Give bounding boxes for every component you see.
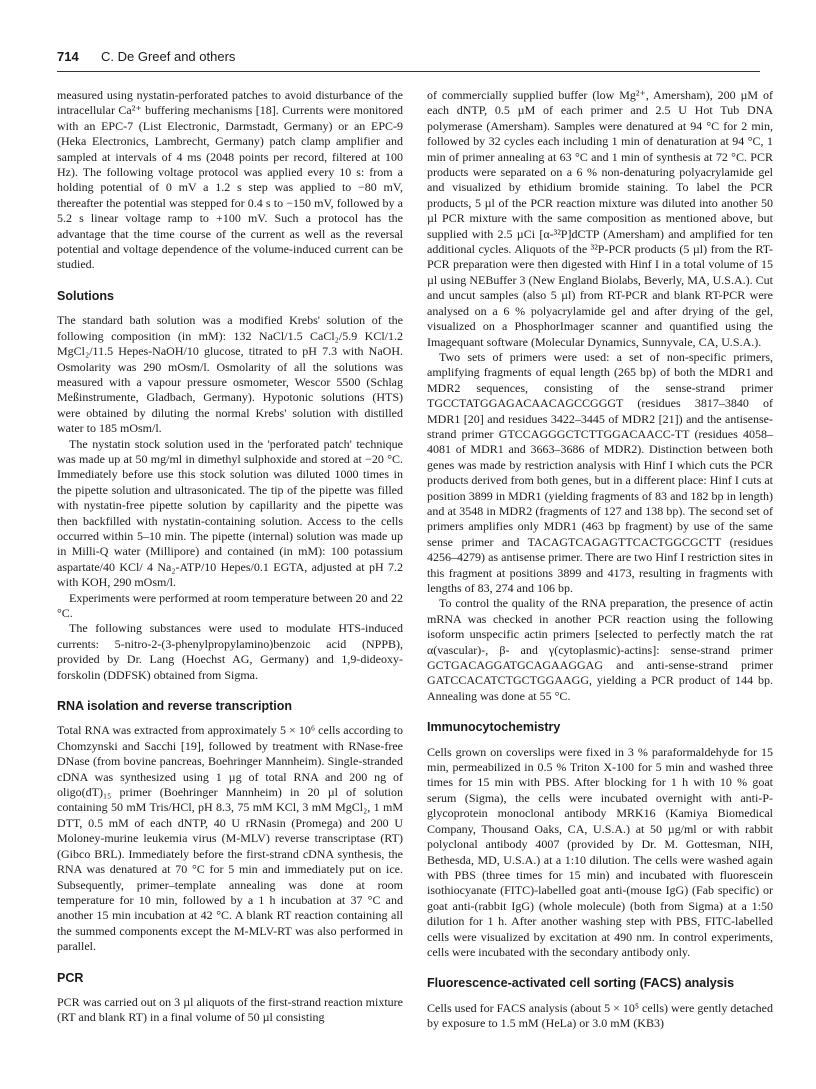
rna-heading: RNA isolation and reverse transcription xyxy=(57,699,293,714)
pcr-heading: PCR xyxy=(57,970,84,985)
facs-heading: Fluorescence-activated cell sorting (FACS) analysis xyxy=(427,976,735,991)
rna-paragraph-1: Total RNA was extracted from approximately 5 × 10⁶ cells according to Chomzynski and Sacchi [19], followed by treatment with RNase-free DNase (from bovine pancreas, Boehringer Mannheim). Single-stranded cDNA was synthesized using 1 µg of total RNA and 200 ng of oligo(dT)₁₅ primer (Boehringer Mannheim) in 20 µl of solution containing 50 mM Tris/HCl, pH 8.3, 75 mM KCl, 3 mM MgCl₂, 1 mM DTT, 0.5 mM of each dNTP, 40 U rRNasin (Promega) and 200 U Moloney-murine leukemia virus (M-MLV) reverse transcriptase (RT) (Gibco BRL). Immediately before the first-strand cDNA synthesis, the RNA was denatured at 70 °C for 5 min and immediately put on ice. Subsequently, primer–template annealing was done at room temperature for 10 min, followed by a 1 h incubation at 37 °C and another 15 min incubation at 42 °C. A blank RT reaction containing all the summed components except the M-MLV-RT was also performed in parallel. xyxy=(57,723,403,954)
page-header xyxy=(57,49,760,72)
solutions-heading: Solutions xyxy=(57,288,114,303)
pcr-paragraph-2: Two sets of primers were used: a set of non-specific primers, amplifying fragments of equal length (265 bp) of both the MDR1 and MDR2 sequences, consisting of the sense-strand primer TGCCTATGGAGACAACAGCCGGGT (residues 3817–3840 of MDR1 [20] and residues 3422–3445 of MDR2 [21]) and the antisense-strand primer GTCCAGGGCTCTTGGACAACC-TT (residues 4058–4081 of MDR1 and 3663–3686 of MDR2). Distinction between both genes was made by restriction analysis with Hinf I which cuts the PCR products derived from both genes, but in a different place: Hinf I cuts at position 3899 in MDR1 (yielding fragments of 83 and 182 bp in length) and at 3548 in MDR2 (fragments of 127 and 138 bp). The second set of primers amplifies only MDR1 (463 bp fragment) by use of the same sense primer and TACAGTCAGAGTTCACTGGCGCTT (residues 4256–4279) as antisense primer. There are two Hinf I restriction sites in this fragment at positions 3899 and 4173, resulting in fragments with lengths of 83, 274 and 106 bp. xyxy=(427,349,773,595)
immuno-paragraph-1: Cells grown on coverslips were fixed in 3 % paraformaldehyde for 15 min, permeabilized in 0.5 % Triton X-100 for 5 min and washed three times for 15 min with PBS. After blocking for 1 h with 10 % goat serum (Sigma), the cells were incubated overnight with anti-P-glycoprotein monoclonal antibody MRK16 (Kamiya Biomedical Company, Thousand Oaks, CA, U.S.A.) at 50 µg/ml or with rabbit polyclonal antibody 4007 (provided by Dr. M. Gottesman, NIH, Bethesda, MD, U.S.A.) at a 1:10 dilution. The cells were washed again with PBS (three times for 15 min) and incubated with fluorescein isothiocyanate (FITC)-labelled goat anti-(mouse IgG) (Fab specific) or goat anti-(rabbit IgG) (whole molecule) (both from Sigma) at a 1:50 dilution for 1 h. After another washing step with PBS, FITC-labelled cells were visualized by excitation at 490 nm. In control experiments, cells were incubated with the secondary antibody only. xyxy=(427,744,773,959)
pcr-paragraph-continued: of commercially supplied buffer (low Mg²⁺, Amersham), 200 µM of each dNTP, 0.5 µM of each primer and 2.5 U Hot Tub DNA polymerase (Amersham). Samples were denatured at 94 °C for 2 min, followed by 32 cycles each including 1 min of denaturation at 94 °C, 1 min of primer annealing at 63 °C and 1 min of synthesis at 72 °C. PCR products were separated on a 6 % non-denaturing polyacrylamide gel and visualized by ethidium bromide staining. To label the PCR products, 5 µl of the PCR reaction mixture was diluted into another 50 µl PCR mixture with the same composition as mentioned above, but supplied with 2.5 µCi [α-³²P]dCTP (Amersham) and amplified for ten additional cycles. Aliquots of the ³²P-PCR products (5 µl) from the RT-PCR preparation were then digested with Hinf I in a total volume of 15 µl using NEBuffer 3 (New England Biolabs, Beverly, MA, U.S.A.). Cut and uncut samples (also 5 µl) from RT-PCR and blank RT-PCR were analysed on a 6 % polyacrylamide gel and after drying of the gel, visualized on a PhosphorImager scanner and quantified using the Imagequant software (Molecular Dynamics, Sunnyvale, CA, U.S.A.). xyxy=(427,88,773,349)
running-head: C. De Greef and others xyxy=(101,49,236,64)
pcr-paragraph-3: To control the quality of the RNA preparation, the presence of actin mRNA was checked in another PCR reaction using the following isoform unspecific actin primers [selected to perfectly match the rat α(vascular)-, β- and γ(cytoplasmic)-actins]: sense-strand primer GCTGACAGGATGCAGAAGGAG and anti-sense-strand primer GATCCACATCTGCTGGAAGG, yielding a PCR product of 144 bp. Annealing was done at 55 °C. xyxy=(427,596,773,703)
immuno-heading: Immunocytochemistry xyxy=(427,720,561,735)
solutions-paragraph-2: The nystatin stock solution used in the 'perforated patch' technique was made up at 50 mg/ml in dimethyl sulphoxide and stored at −20 °C. Immediately before use this stock solution was diluted 1000 times in the pipette solution and ultrasonicated. The tip of the pipette was filled with nystatin-free pipette solution by capillarity and the pipette was then backfilled with nystatin-containing solution. Access to the cells occurred within 5–10 min. The pipette (internal) solution was made up in Milli-Q water (Millipore) and contained (in mM): 100 potassium aspartate/40 KCl/ 4 Na₂-ATP/10 Hepes/0.1 EGTA, adjusted at pH 7.2 with KOH, 290 mOsm/l. xyxy=(57,436,403,590)
left-column xyxy=(57,88,403,1026)
pcr-paragraph-1: PCR was carried out on 3 µl aliquots of the first-strand reaction mixture (RT and blank RT) in a final volume of 50 µl consisting xyxy=(57,994,403,1025)
facs-paragraph-1: Cells used for FACS analysis (about 5 × 10⁵ cells) were gently detached by exposure to 1.5 mM (HeLa) or 3.0 mM (KB3) xyxy=(427,1000,773,1031)
solutions-paragraph-1: The standard bath solution was a modified Krebs' solution of the following composition (in mM): 132 NaCl/1.5 CaCl₂/5.9 KCl/1.2 MgCl₂/11.5 Hepes-NaOH/10 glucose, titrated to pH 7.3 with NaOH. Osmolarity was 290 mOsm/l. Osmolarity of all the solutions was measured with a vapour pressure osmometer, Wescor 5500 (Schlag Meßinstrumente, Gladbach, Germany). Hypotonic solutions (HTS) were obtained by diluting the normal Krebs' solution with distilled water to 185 mOsm/l. xyxy=(57,313,403,436)
solutions-paragraph-3: Experiments were performed at room temperature between 20 and 22 °C. xyxy=(57,590,403,620)
intro-paragraph: measured using nystatin-perforated patches to avoid disturbance of the intracellular Ca²⁺ buffering mechanisms [18]. Currents were monitored with an EPC-7 (List Electronic, Darmstadt, Germany) or an EPC-9 (Heka Electronics, Lambrecht, Germany) patch clamp amplifier and sampled at intervals of 4 ms (2048 points per record, filtered at 100 Hz). The following voltage protocol was applied every 10 s: from a holding potential of 0 mV a 1.2 s step was applied to −80 mV, thereafter the potential was stepped for 0.4 s to −150 mV, followed by a 5.2 s linear voltage ramp to +100 mV. Such a protocol has the advantage that the time course of the current as well as the reversal potential and voltage dependence of the volume-induced current can be studied. xyxy=(57,88,403,272)
solutions-paragraph-4: The following substances were used to modulate HTS-induced currents: 5-nitro-2-(3-phenylpropylamino)benzoic acid (NPPB), provided by Dr. Lang (Hoechst AG, Germany) and 1,9-dideoxy-forskolin (DDFSK) obtained from Sigma. xyxy=(57,621,403,682)
right-column xyxy=(427,88,773,1032)
page-number: 714 xyxy=(57,49,79,64)
